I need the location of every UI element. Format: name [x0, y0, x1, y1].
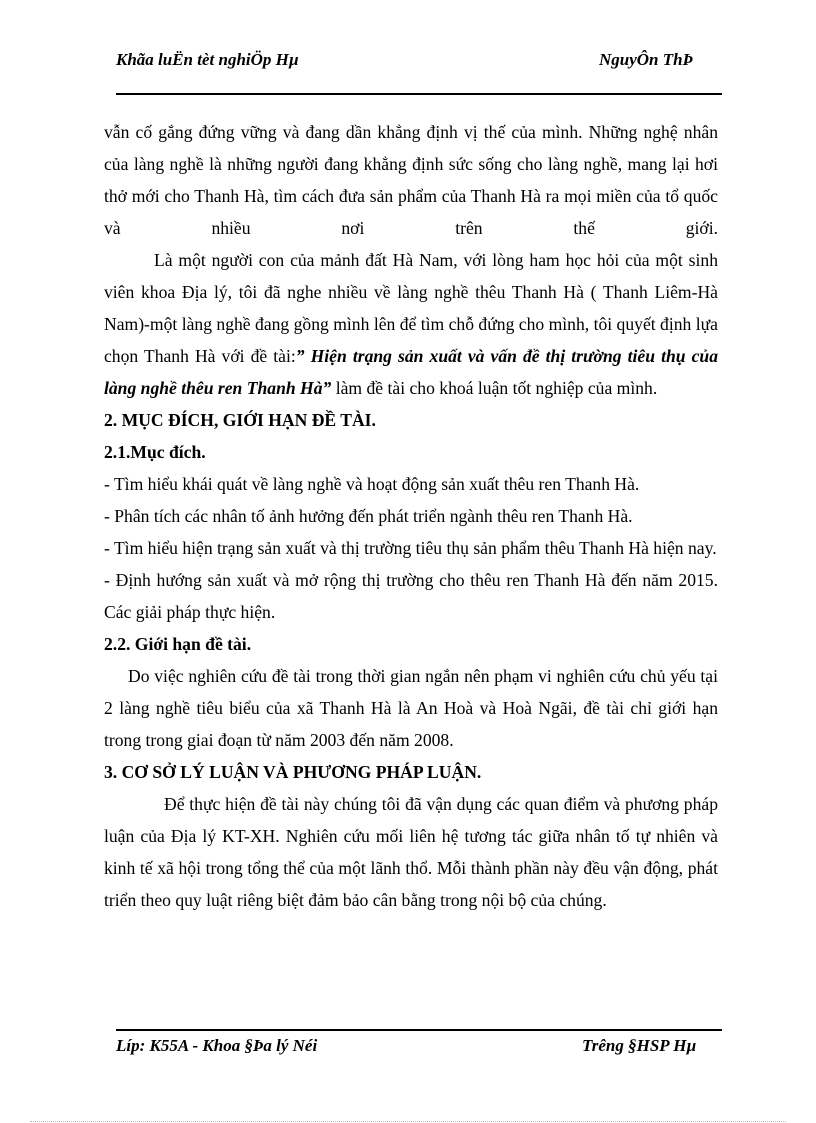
- paragraph-intro: vẫn cố gắng đứng vững và đang dần khẳng định vị thế của mình. Những nghệ nhân của làng nghề là những người đang khẳng định sức sống cho làng nghề, mang lại hơi thở mới cho Thanh Hà, tìm cách đưa sản phẩm của Thanh Hà ra mọi miền của tổ quốc và nhiều nơi trên thế giới.: [104, 122, 718, 238]
- subsection-2-1-heading: 2.1.Mục đích.: [104, 442, 206, 462]
- paragraph-limits: Do việc nghiên cứu đề tài trong thời gian ngắn nên phạm vi nghiên cứu chủ yếu tại 2 làng nghề tiêu biểu của xã Thanh Hà là An Hoà và Hoà Ngãi, đề tài chỉ giới hạn trong trong giai đoạn từ năm 2003 đến năm 2008.: [104, 666, 718, 750]
- section-3-heading: 3. CƠ SỞ LÝ LUẬN VÀ PHƯƠNG PHÁP LUẬN.: [104, 762, 482, 782]
- purpose-item: - Tìm hiểu hiện trạng sản xuất và thị trường tiêu thụ sản phẩm thêu Thanh Hà hiện nay.: [104, 538, 717, 558]
- header-rule: [116, 93, 722, 95]
- paragraph-methodology: Để thực hiện đề tài này chúng tôi đã vận dụng các quan điểm và phương pháp luận của Địa lý KT-XH. Nghiên cứu mối liên hệ tương tác giữa nhân tố tự nhiên và kinh tế xã hội trong tổng thể của một lãnh thổ. Mỗi thành phần này đều vận động, phát triển theo quy luật riêng biệt đảm bảo cân bằng trong nội bộ của chúng.: [104, 794, 718, 910]
- footer-left: Líp: K55A - Khoa §Þa lý Néi: [116, 1036, 318, 1055]
- purpose-item: - Tìm hiểu khái quát về làng nghề và hoạt động sản xuất thêu ren Thanh Hà.: [104, 474, 640, 494]
- header-left: Khãa luËn tèt nghiÖp Hµ: [116, 50, 299, 69]
- header-right: NguyÔn ThÞ: [599, 50, 693, 69]
- subsection-2-2-heading: 2.2. Giới hạn đề tài.: [104, 634, 252, 654]
- document-body: [104, 116, 718, 916]
- purpose-item: - Định hướng sản xuất và mở rộng thị trường cho thêu ren Thanh Hà đến năm 2015. Các giải pháp thực hiện.: [104, 570, 718, 622]
- section-2-heading: 2. MỤC ĐÍCH, GIỚI HẠN ĐỀ TÀI.: [104, 410, 376, 430]
- thesis-title: ” Hiện trạng sản xuất và vấn đề thị trường tiêu thụ của làng nghề thêu ren Thanh Hà”: [104, 346, 719, 398]
- page-edge-divider: [30, 1121, 786, 1122]
- footer-rule: [116, 1029, 722, 1031]
- motivation-end: làm đề tài cho khoá luận tốt nghiệp của mình.: [331, 378, 658, 398]
- purpose-item: - Phân tích các nhân tố ảnh hưởng đến phát triển ngành thêu ren Thanh Hà.: [104, 506, 633, 526]
- footer-right: Trêng §HSP Hµ: [582, 1036, 697, 1055]
- paragraph-motivation: [104, 244, 718, 404]
- motivation-text: Là một người con của mảnh đất Hà Nam, với lòng ham học hỏi của một sinh viên khoa Địa lý, tôi đã nghe nhiều về làng nghề thêu Thanh Hà ( Thanh Liêm-Hà Nam)-một làng nghề đang gồng mình lên để tìm chỗ đứng cho mình, tôi quyết định lựa chọn Thanh Hà với đề tài:: [104, 250, 718, 366]
